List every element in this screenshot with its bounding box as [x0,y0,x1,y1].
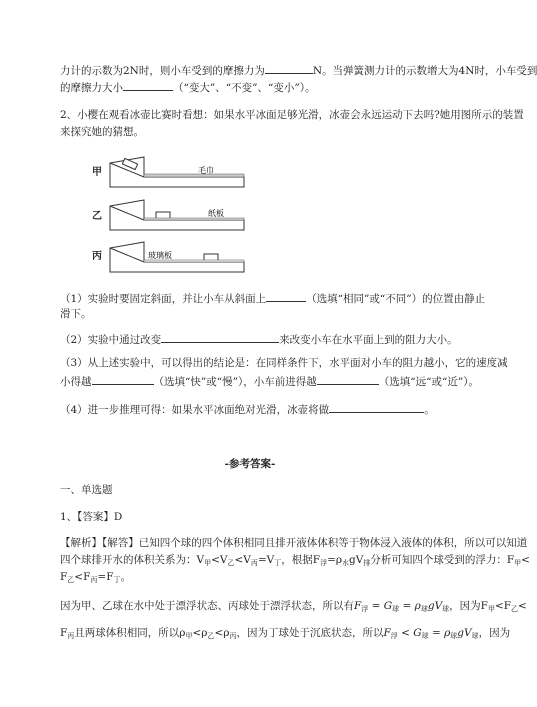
incline-diagram-glass [108,240,248,276]
q2-sub-4 [60,401,435,417]
q2-intro-2: 来探究她的猜想。 [60,126,144,138]
q1-line-1 [60,62,537,78]
q2-text: （选填“相同”或“不同”）的位置由静止 [306,293,486,305]
q1-text: 力计的示数为2N时，则小车受到的摩擦力为 [60,65,265,77]
answer-item: 1、【答案】D [60,511,123,523]
surface-label: 毛巾 [198,166,214,175]
q2-text: 来改变小车在水平面上到的阻力大小。 [279,334,458,346]
q2-text: 小得越 [60,376,92,388]
analysis-text: 且两球体积相同，所以ρ [74,627,186,639]
q1-line-2 [60,79,315,95]
answer-blank[interactable] [92,373,154,385]
analysis-line-5: $F_丙$且两球体积相同，所以$\rho_甲<\rho_乙<\rho_丙$，因为丁球处于沉底状态，所以$F_浮 < G_球 = \rho_球gV_球$，因为 [60,627,511,640]
answer-blank[interactable] [266,290,306,302]
q2-text: （选填“快”或“慢”），小车前进得越 [153,376,317,388]
section-heading: 一、单选题 [60,484,113,496]
answer-blank[interactable] [123,79,173,91]
figure-mark-bing: 丙 [92,251,102,262]
q1-text: （“变大”、“不变”、“变小”）。 [173,82,316,94]
analysis-line-3: $F_乙<F_丙=F_丁$。 [60,571,131,584]
q2-text: （选填“远“或“近”）。 [378,376,479,388]
q2-text: 。 [424,404,435,416]
analysis-text: ，因为丁球处于沉底状态，所以 [236,627,384,639]
analysis-text: 因为甲、乙球在水中处于漂浮状态、丙球处于漂浮状态，所以有 [60,600,354,612]
analysis-text: F [60,627,68,639]
incline-diagram-cardboard [108,198,248,234]
q2-sub-1-cont: 滑下。 [60,308,92,320]
analysis-line-4: 因为甲、乙球在水中处于漂浮状态、丙球处于漂浮状态，所以有$F_浮 = G_球 = \rho_球gV_球$，因为$F_甲<F_乙<$ [60,600,527,613]
answer-blank[interactable] [265,62,313,74]
analysis-text: 四个球排开水的体积关系为：V [60,554,205,566]
q2-text: （2）实验中通过改变 [60,334,162,346]
q2-sub-2 [60,331,458,347]
q2-text: （4）进一步推理可得：如果水平冰面绝对光滑，冰壶将做 [60,404,330,416]
surface-label: 纸板 [208,209,224,218]
analysis-text: ，因为F [449,600,488,612]
answers-heading: -参考答案- [224,458,276,470]
q2-sub-1 [60,290,485,306]
incline-diagram-towel [108,155,248,191]
analysis-text: ，因为 [478,627,511,639]
answer-blank[interactable] [317,373,379,385]
analysis-line-1: 【解析】【解答】已知四个球的四个体积相同且排开液体体积等于物体浸入液体的体积，所以可以知道 [60,537,528,549]
surface-label: 玻璃板 [148,251,172,260]
answer-blank[interactable] [161,331,279,343]
q1-text: N。当弹簧测力计的示数增大为4N时，小车受到 [312,65,537,77]
q2-text: （1）实验时要固定斜面，并让小车从斜面上 [60,293,267,305]
analysis-line-2: 四个球排开水的体积关系为：$V_甲<V_乙<V_丙=V_丁$，根据$F_浮=\rho_水gV_排$分析可知四个球受到的浮力：$F_甲<$ [60,554,530,567]
q2-sub-3: （3）从上述实验中，可以得出的结论是：在同样条件下，水平面对小车的阻力越小，它的速度减 [60,357,508,369]
figure-mark-jia: 甲 [92,167,102,178]
answer-blank[interactable] [329,401,424,413]
q1-text: 的摩擦力大小 [60,82,123,94]
figure-mark-yi: 乙 [92,211,102,222]
q2-intro-1: 2、小樱在观看冰壶比赛时看想：如果水平冰面足够光滑，冰壶会永远运动下去吗?她用图所示的装置 [60,109,524,121]
analysis-text: 分析可知四个球受到的浮力：F [370,554,515,566]
q2-sub-3-cont [60,373,479,389]
